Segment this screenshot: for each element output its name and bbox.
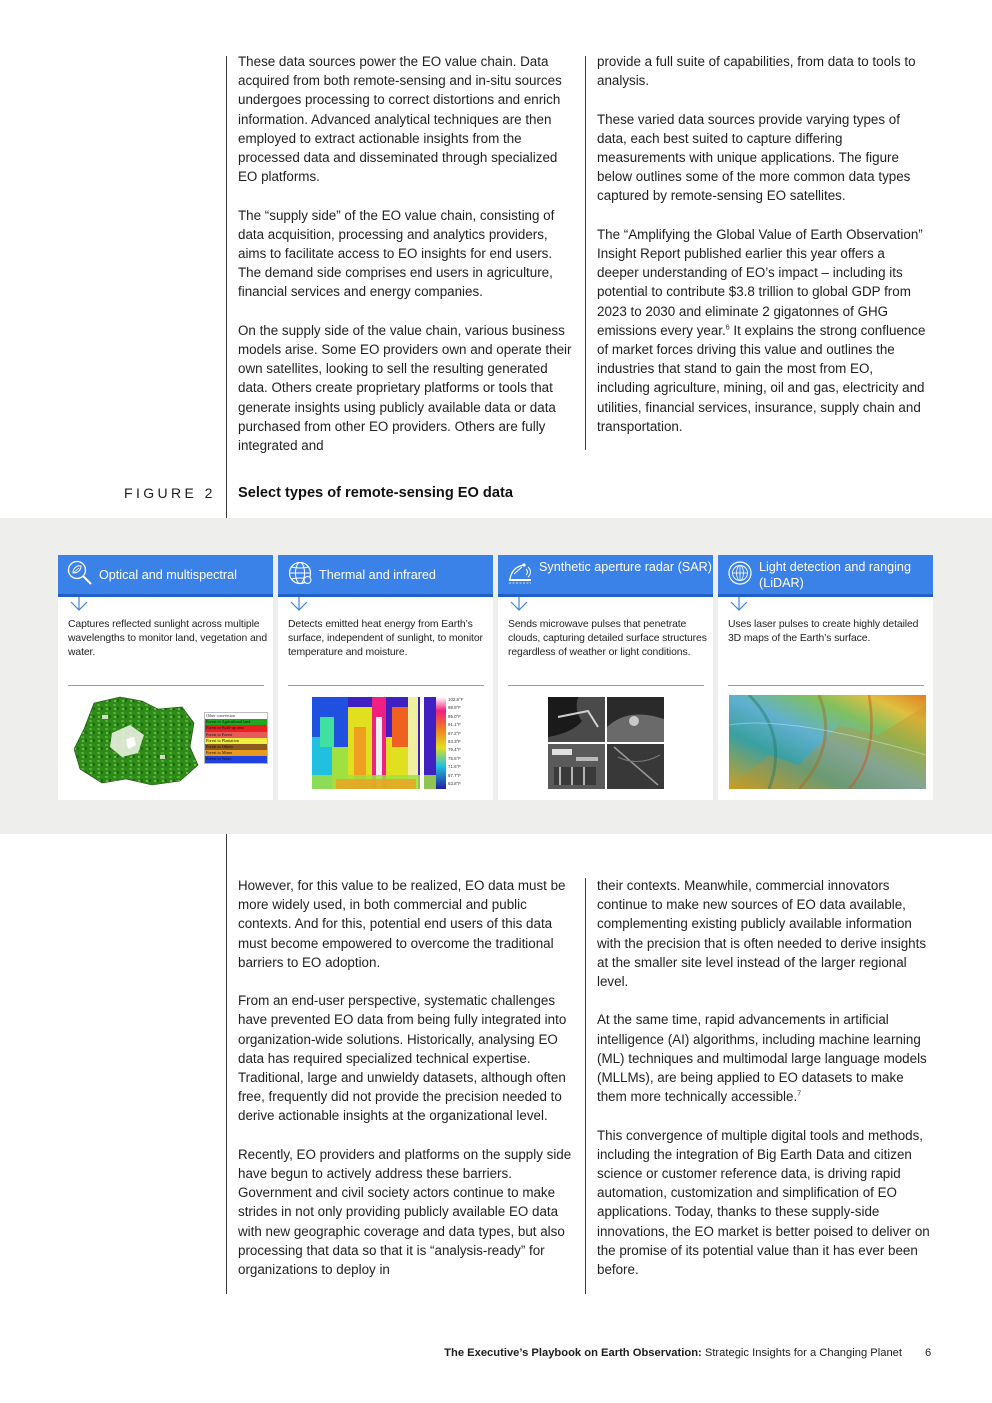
figure-label: FIGURE 2 (124, 485, 216, 501)
scale-tick-label: 79.4°F (448, 747, 461, 753)
paragraph: On the supply side of the value chain, various business models arise. Some EO providers own and operate their own satellites, looking to sell the resulting generated data. Others create proprietary platforms or tools that generate insights using publicly available data or data purchased from other EO providers. Others are fully integrated and (238, 322, 572, 454)
globe-scan-icon (726, 559, 754, 587)
legend-item: Forest to Water (205, 756, 267, 762)
paragraph: The “supply side” of the EO value chain, consisting of data acquisition, processing and analytics providers, aims to facilitate access to EO insights for end users. The demand side comprises end users in agriculture, financial services and energy companies. (238, 207, 555, 300)
paragraph: This convergence of multiple digital tools and methods, including the integration of Big Earth Data and citizen science or customer reference data, is driving rapid automation, customization and simplification of EO applications. Today, thanks to these supply-side innovations, the EO market is better poised to deliver on the promise of its potential value than it has ever been before. (597, 1127, 930, 1278)
divider (728, 685, 924, 686)
divider (68, 685, 264, 686)
paragraph: From an end-user perspective, systematic challenges have prevented EO data from being fully integrated into organization-wide solutions. Historically, analysing EO data has required specialized technical expertise. Traditional, large and unwieldy datasets, although often free, frequently did not provide the precision needed to derive actionable insights at the organizational level. (238, 993, 567, 1124)
chevron-down-icon (509, 597, 529, 611)
footnote-ref: 6 (725, 324, 730, 332)
card-optical (58, 555, 273, 800)
right-column-rule (585, 56, 586, 450)
top-left-column (238, 52, 578, 455)
card-header (498, 555, 713, 597)
card-description: Uses laser pulses to create highly detailed 3D maps of the Earth’s surface. (728, 619, 919, 644)
top-right-column (597, 52, 929, 436)
legend-item: Forest to Forest (205, 732, 267, 738)
card-title: Thermal and infrared (319, 568, 436, 582)
divider (508, 685, 704, 686)
paragraph: These varied data sources provide varying types of data, each best suited to capture differing measurements with unique applications. The figure below outlines some of the more common data types captured by remote-sensing EO satellites. (597, 111, 911, 204)
divider (288, 685, 484, 686)
chevron-down-icon (729, 597, 749, 611)
scale-tick-label: 102.8°F (448, 697, 464, 702)
left-column-rule (226, 834, 227, 1294)
legend-item: Forest to Built-up area (205, 725, 267, 731)
thermal-image (312, 697, 440, 789)
scale-tick-label: 83.3°F (448, 739, 461, 745)
page-number: 6 (925, 1347, 932, 1359)
satellite-dish-icon (506, 559, 534, 587)
scale-tick-label: 98.9°F (448, 705, 461, 711)
scale-tick-label: 71.6°F (448, 764, 461, 770)
left-column-rule (226, 56, 227, 518)
right-column-rule (585, 878, 586, 1294)
sar-image-grid (548, 697, 664, 789)
paragraph: Recently, EO providers and platforms on the supply side have begun to actively address these barriers. Government and civil society actors continue to make strides in not only providing publicly available EO data with new geographic coverage and data types, but also processing that data so that it is “analysis-ready” for organizations to deploy in (238, 1146, 572, 1278)
chevron-down-icon (289, 597, 309, 611)
card-description: Captures reflected sunlight across multiple wavelengths to monitor land, vegetation and water. (68, 619, 268, 658)
paragraph: However, for this value to be realized, EO data must be more widely used, in both commercial and public contexts. And for this, potential end users of this data must become empowered to overcome the traditional barriers to EO adoption. (238, 878, 566, 970)
card-sar (498, 555, 713, 800)
paragraph: The “Amplifying the Global Value of Earth Observation” Insight Report published earlier this year offers a deeper understanding of EO’s impact – including its potential to contribute $3.8 trillion to global GDP from 2023 to 2030 and eliminate 2 gigatonnes of GHG emissions every year.$^6$ It explains the strong confluence of market forces driving this value and outlines the industries that stand to gain the most from EO, including agriculture, mining, oil and gas, electricity and utilities, financial services, insurance, supply chain and transportation. (597, 226, 926, 434)
paragraph: their contexts. Meanwhile, commercial innovators continue to make new sources of EO data available, complementing existing publicly available information with the precision that is often needed to derive insights at the smaller site level instead of the larger regional level. (597, 878, 927, 990)
legend-item: Forest to Agricultural land (205, 719, 267, 725)
legend-title: Other conversion (206, 713, 235, 718)
card-description: Sends microwave pulses that penetrate clouds, capturing detailed surface structures regardless of weather or light conditions. (508, 619, 707, 658)
scale-tick-label: 63.8°F (448, 781, 461, 787)
card-title: Light detection and ranging (LiDAR) (759, 560, 911, 590)
card-header (278, 555, 493, 597)
bottom-right-column (597, 876, 932, 1279)
legend-item: Forest to Mines (205, 750, 267, 756)
scale-tick-label: 87.2°F (448, 730, 461, 736)
globe-heat-icon (286, 559, 314, 587)
card-thermal (278, 555, 493, 800)
footer-title: The Executive’s Playbook on Earth Observation: (444, 1347, 702, 1359)
paragraph: These data sources power the EO value chain. Data acquired from both remote-sensing and in-situ sources undergoes processing to correct distortions and enrich information. Advanced analytical techniques are then employed to extract actionable insights from the processed data and disseminated through specialized EO platforms. (238, 54, 562, 185)
optical-land-map (72, 695, 202, 787)
footer-subtitle: Strategic Insights for a Changing Planet (701, 1347, 902, 1359)
footnote-ref: 7 (797, 1090, 802, 1098)
paragraph: provide a full suite of capabilities, from data to tools to analysis. (597, 54, 916, 89)
card-header (718, 555, 933, 597)
figure-title: Select types of remote-sensing EO data (238, 485, 513, 501)
card-title: Optical and multispectral (99, 568, 237, 582)
scale-tick-label: 91.1°F (448, 722, 461, 728)
magnifier-leaf-icon (66, 559, 94, 587)
thermal-scale-labels (448, 696, 488, 788)
scale-tick-label: 75.5°F (448, 755, 461, 761)
map-legend (204, 712, 268, 764)
legend-item: Forest to Others (205, 744, 267, 750)
scale-tick-label: 67.7°F (448, 772, 461, 778)
paragraph: At the same time, rapid advancements in artificial intelligence (AI) algorithms, including machine learning (ML) techniques and multimodal large language models (MLLMs), are being applied to EO datasets to make them more technically accessible.$^7$ (597, 1012, 927, 1105)
scale-tick-label: 95.0°F (448, 713, 461, 719)
running-footer (444, 1347, 902, 1359)
card-description: Detects emitted heat energy from Earth’s surface, independent of sunlight, to monitor temperature and moisture. (288, 619, 483, 658)
card-header (58, 555, 273, 597)
lidar-terrain-image (729, 695, 926, 789)
thermal-color-scale (436, 697, 446, 789)
legend-item: Forest to Plantation (205, 738, 267, 744)
chevron-down-icon (69, 597, 89, 611)
card-lidar (718, 555, 933, 800)
bottom-left-column (238, 876, 578, 1279)
card-title: Synthetic aperture radar (SAR) (539, 560, 712, 574)
